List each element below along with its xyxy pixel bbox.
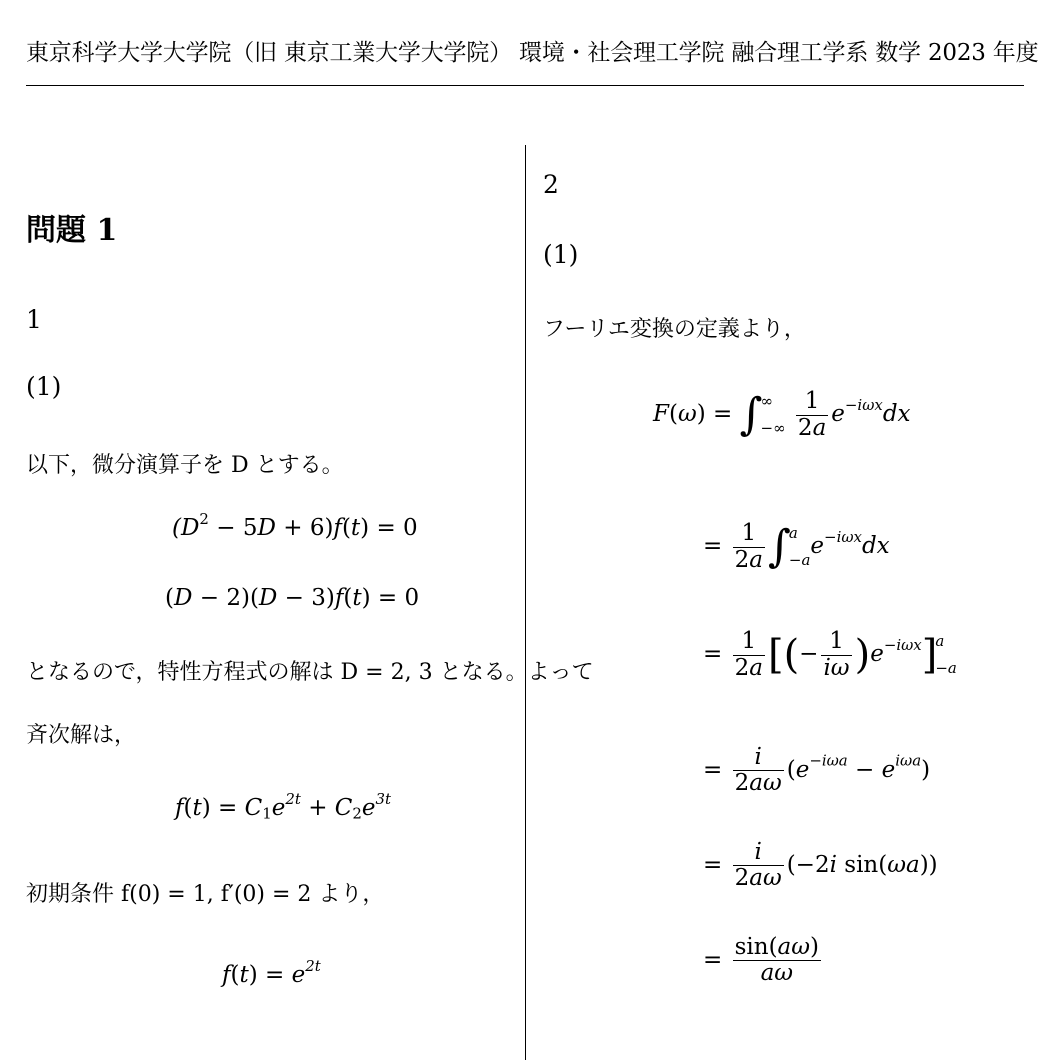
- paragraph-roots: となるので，特性方程式の解は D = 2, 3 となる。よって: [26, 660, 594, 685]
- header-divider: [26, 85, 1024, 86]
- fourier-line-2: = $\frac{1}{2a}$ ∫ a −a $e^{-i\omega x}dx$: [703, 520, 890, 573]
- fourier-line-1: F(ω) = ∫ ∞ −∞ $\frac{1}{2a}$ $e^{-i\omega x}dx$: [653, 388, 911, 441]
- paragraph-homogeneous: 斉次解は，: [26, 723, 137, 748]
- equation-particular-solution: $f(t) = e^{2t}$: [222, 956, 321, 988]
- subsection-number: (1): [26, 372, 62, 401]
- column-divider: [525, 145, 526, 1060]
- intro-text: フーリエ変換の定義より，: [543, 317, 806, 342]
- equation-factored: (D − 2)(D − 3)f(t) = 0: [165, 585, 420, 611]
- problem-title: 問題 1: [26, 213, 118, 248]
- page-header: 東京科学大学大学院（旧 東京工業大学大学院） 環境・社会理工学院 融合理工学系 数学 2023 年度: [26, 40, 1039, 66]
- section-number: 2: [543, 170, 559, 199]
- fourier-line-4: = $\frac{i}{2a\omega}$ $(e^{-i\omega a} - e^{i\omega a})$: [703, 744, 931, 797]
- subsection-number: (1): [543, 240, 579, 269]
- fourier-line-3: = $\frac{1}{2a}$ [(− $\frac{1}{i\omega}$ )$e^{-i\omega x}$] a −a: [703, 628, 957, 681]
- paragraph-initial-conditions: 初期条件 f(0) = 1, f′(0) = 2 より，: [26, 882, 385, 907]
- equation-general-solution: $f(t) = C_1e^{2t} + C_2e^{3t}$: [175, 789, 392, 823]
- equation-characteristic: $(D^2 - 5D + 6)f(t) = 0$: [172, 509, 418, 541]
- section-number: 1: [26, 305, 42, 334]
- fourier-line-5: = $\frac{i}{2a\omega}$ (−2i sin(ωa)): [703, 839, 938, 892]
- intro-text: 以下，微分演算子を D とする。: [26, 453, 344, 478]
- fourier-line-6: = $\frac{\sin(a\omega)}{a\omega}$: [703, 934, 819, 987]
